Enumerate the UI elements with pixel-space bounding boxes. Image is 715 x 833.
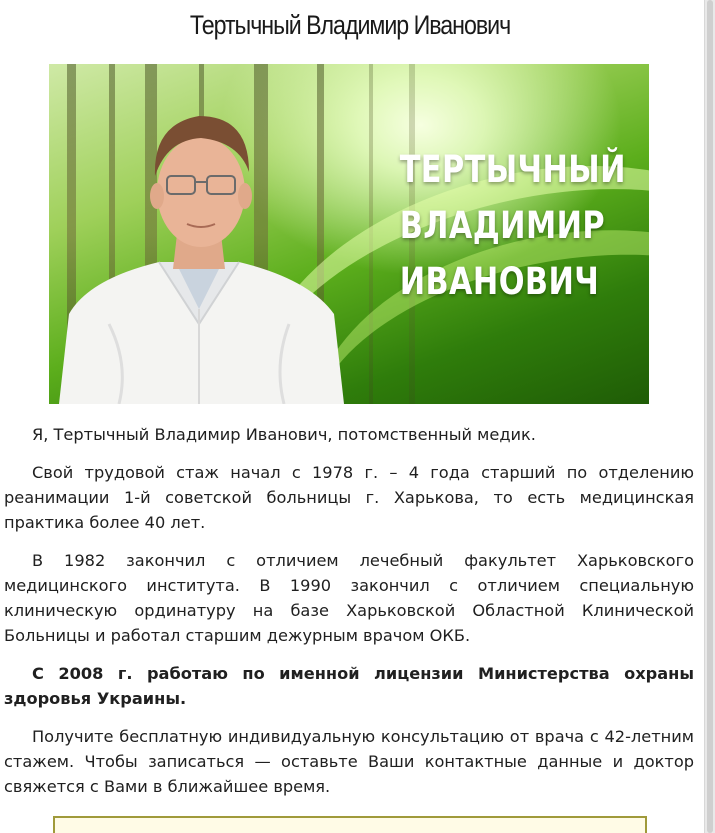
- banner-line-name: ВЛАДИМИР: [399, 204, 606, 247]
- bio-paragraph-education: В 1982 закончил с отличием лечебный факультет Харьковского медицинского института. В 1990 закончил с отличием специальную клиническую ординатуру на базе Харьковской Областной Клинической Больницы и работал старшим дежурным врачом ОКБ.: [4, 551, 694, 645]
- bio-text: [4, 422, 694, 812]
- banner-line-surname: ТЕРТЫЧНЫЙ: [399, 148, 626, 191]
- bio-paragraph-intro: Я, Тертычный Владимир Иванович, потомственный медик.: [32, 425, 536, 444]
- bio-paragraph-cta: Получите бесплатную индивидуальную консультацию от врача с 42-летним стажем. Чтобы записаться — оставьте Ваши контактные данные и доктор свяжется с Вами в ближайшее время.: [4, 727, 694, 796]
- doctor-banner-image: [49, 64, 649, 404]
- banner-name-text: [399, 142, 626, 310]
- vertical-scrollbar[interactable]: [704, 0, 715, 833]
- consultation-form-box[interactable]: [53, 816, 647, 833]
- scrollbar-thumb[interactable]: [707, 0, 713, 833]
- doctor-portrait: [49, 64, 349, 404]
- bio-paragraph-experience: Свой трудовой стаж начал с 1978 г. – 4 года старший по отделению реанимации 1-й советской больницы г. Харькова, то есть медицинская практика более 40 лет.: [4, 463, 694, 532]
- page-title: Тертычный Владимир Иванович: [189, 10, 511, 40]
- banner-line-patronymic: ИВАНОВИЧ: [399, 260, 600, 303]
- bio-paragraph-license: С 2008 г. работаю по именной лицензии Министерства охраны здоровья Украины.: [4, 664, 694, 708]
